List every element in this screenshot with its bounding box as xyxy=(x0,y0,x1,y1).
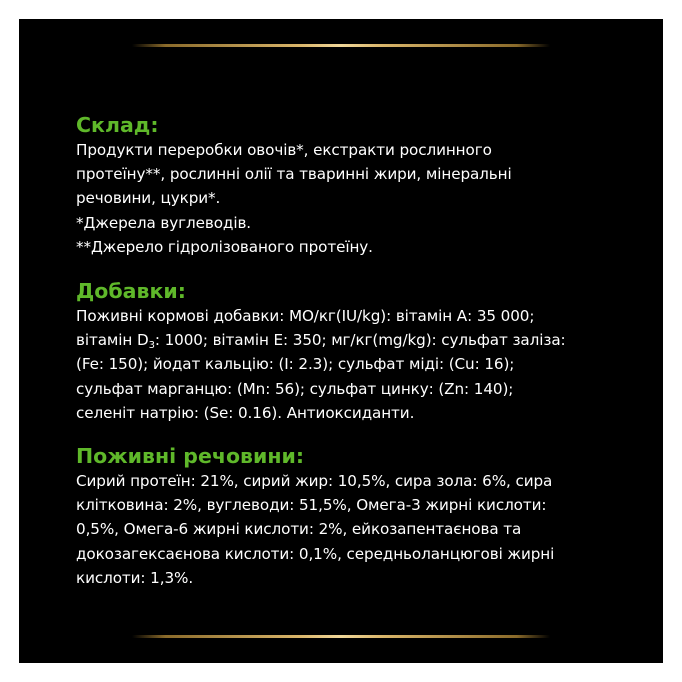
nutrients-line: 0,5%, Омега-6 жирні кислоти: 2%, ейкозапентаєнова та xyxy=(76,520,522,539)
composition-text xyxy=(76,138,636,259)
nutrients-line: Сирий протеїн: 21%, сирий жир: 10,5%, сира зола: 6%, сира xyxy=(76,472,553,491)
composition-section xyxy=(76,112,636,259)
ingredient-text-block xyxy=(76,112,636,590)
additives-text xyxy=(76,304,636,425)
composition-line: речовини, цукри*. xyxy=(76,189,221,208)
composition-heading: Склад: xyxy=(76,113,159,137)
bottom-gold-divider xyxy=(132,635,550,638)
label-panel xyxy=(19,19,663,663)
nutrients-line: кислоти: 1,3%. xyxy=(76,568,194,587)
composition-footnote: **Джерело гідролізованого протеїну. xyxy=(76,237,373,256)
vitamin-d-subscript: 3 xyxy=(148,340,155,352)
additives-line: Поживні кормові добавки: МО/кг(IU/kg): вітамін А: 35 000; xyxy=(76,307,535,326)
nutrients-line: докозагексаєнова кислоти: 0,1%, середньоланцюгові жирні xyxy=(76,544,555,563)
additives-heading: Добавки: xyxy=(76,279,186,304)
nutrients-heading: Поживні речовини: xyxy=(76,444,305,469)
vitamin-d-label: вітамін D xyxy=(76,331,149,350)
composition-line: протеїну**, рослинні олії та тваринні жири, мінеральні xyxy=(76,165,512,184)
additives-line: селеніт натрію: (Se: 0.16). Антиоксиданти. xyxy=(76,403,415,422)
top-gold-divider xyxy=(132,44,550,47)
nutrients-section xyxy=(76,443,636,590)
additives-line-rest: : 1000; вітамін Е: 350; мг/кг(mg/kg): сульфат заліза: xyxy=(154,331,566,350)
nutrients-text xyxy=(76,469,636,590)
additives-line xyxy=(76,331,566,352)
composition-footnote: *Джерела вуглеводів. xyxy=(76,213,252,232)
additives-line: сульфат марганцю: (Mn: 56); сульфат цинку: (Zn: 140); xyxy=(76,379,514,398)
additives-section xyxy=(76,278,636,425)
composition-line: Продукти переробки овочів*, екстракти рослинного xyxy=(76,141,492,159)
nutrients-line: клітковина: 2%, вуглеводи: 51,5%, Омега-3 жирні кислоти: xyxy=(76,496,547,515)
additives-line: (Fe: 150); йодат кальцію: (I: 2.3); сульфат міді: (Cu: 16); xyxy=(76,355,515,374)
